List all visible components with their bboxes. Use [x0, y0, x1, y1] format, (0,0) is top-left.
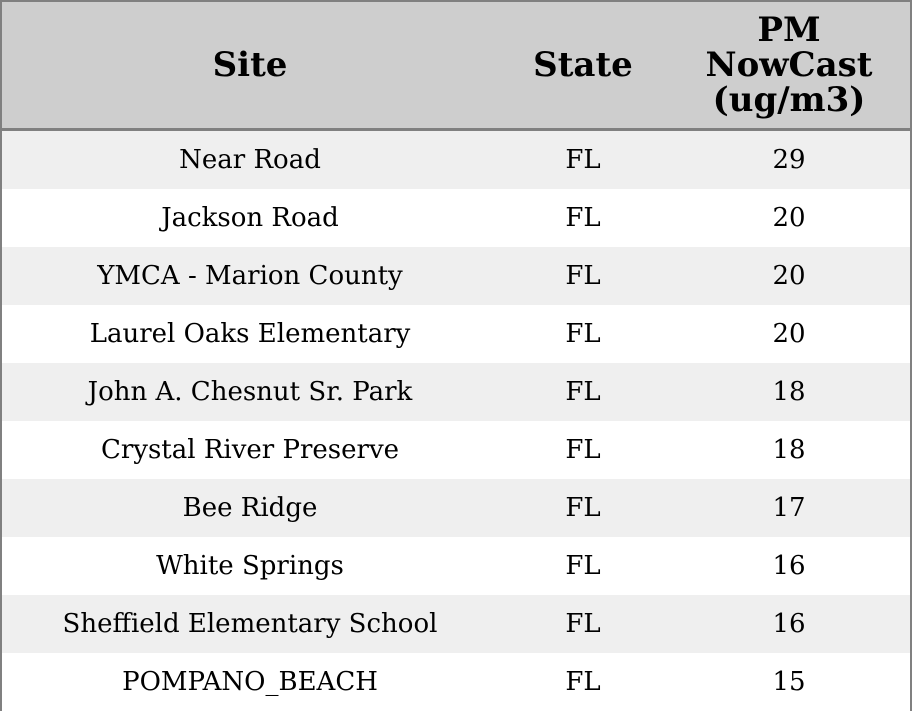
cell-pm-nowcast: 20 — [772, 261, 806, 291]
cell-pm-nowcast: 15 — [772, 667, 806, 697]
cell-state: FL — [565, 667, 601, 697]
column-header-site: Site — [212, 44, 288, 85]
cell-state: FL — [565, 609, 601, 639]
table-row — [2, 247, 910, 305]
cell-pm-nowcast: 18 — [772, 377, 806, 407]
cell-pm-nowcast: 17 — [772, 493, 806, 523]
cell-pm-nowcast: 20 — [772, 319, 806, 349]
cell-state: FL — [565, 203, 601, 233]
table-row — [2, 421, 910, 479]
cell-state: FL — [565, 435, 601, 465]
table-header-row — [2, 2, 910, 131]
table-body — [2, 131, 910, 711]
cell-site: Bee Ridge — [182, 493, 318, 523]
cell-state: FL — [565, 261, 601, 291]
cell-pm-nowcast: 29 — [772, 145, 806, 175]
cell-pm-nowcast: 16 — [772, 609, 806, 639]
table-row — [2, 189, 910, 247]
cell-state: FL — [565, 377, 601, 407]
table-row — [2, 537, 910, 595]
table-row — [2, 653, 910, 711]
column-header-state: State — [533, 44, 633, 85]
cell-site: Jackson Road — [161, 203, 339, 233]
cell-state: FL — [565, 551, 601, 581]
cell-state: FL — [565, 493, 601, 523]
table-row — [2, 305, 910, 363]
cell-site: John A. Chesnut Sr. Park — [87, 377, 413, 407]
table-row — [2, 479, 910, 537]
table-row — [2, 595, 910, 653]
cell-site: Crystal River Preserve — [100, 435, 400, 465]
cell-pm-nowcast: 20 — [772, 203, 806, 233]
table-row — [2, 131, 910, 189]
cell-state: FL — [565, 319, 601, 349]
cell-site: White Springs — [156, 551, 344, 581]
cell-pm-nowcast: 16 — [772, 551, 806, 581]
cell-pm-nowcast: 18 — [772, 435, 806, 465]
table-row — [2, 363, 910, 421]
cell-site: Laurel Oaks Elementary — [89, 319, 411, 349]
cell-site: Sheffield Elementary School — [62, 609, 438, 639]
cell-state: FL — [565, 145, 601, 175]
cell-site: YMCA - Marion County — [97, 261, 403, 291]
column-header-pm-nowcast: PM NowCast (ug/m3) — [705, 9, 873, 120]
cell-site: POMPANO_BEACH — [122, 667, 378, 697]
cell-site: Near Road — [179, 145, 321, 175]
